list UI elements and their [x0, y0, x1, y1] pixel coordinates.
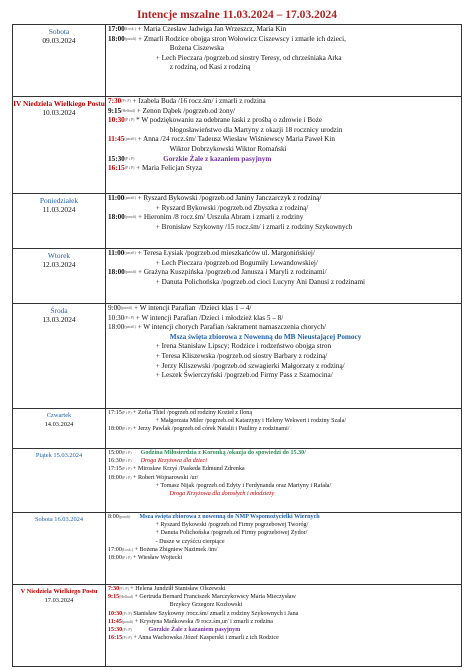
intention-line — [108, 371, 461, 381]
mass-time: 11:00 — [108, 249, 125, 257]
mass-time: 11:45 — [108, 618, 122, 625]
intention-line — [108, 135, 461, 145]
intention-text: + Ryszard Bykowski /pogrzeb.od Janiny Janczarczyk z rodziną/ — [135, 194, 322, 202]
day-row — [13, 25, 462, 97]
intention-text: Stanisław Szykowny /rocz.śm/ zmarli z rodziny Szykownych i Jana — [131, 610, 299, 617]
mass-time: 9:00 — [108, 304, 121, 312]
intention-text: Droga Krzyżowa dla dorosłych i młodzieży — [168, 491, 275, 498]
intention-line — [108, 482, 461, 490]
intention-text: + Wiesław Wojtecki — [131, 555, 183, 562]
intention-text: + Tomasz Nijak /pogrzeb.od Edyty i Ferdynanda oraz Martyny i Rafała/ — [154, 482, 332, 489]
intention-text: + Leszek Świerczyński /pogrzeb.od Firmy Pass z Szamocina/ — [154, 371, 333, 380]
day-label-cell — [13, 409, 106, 449]
day-date: 11.03.2024 — [42, 205, 76, 214]
day-row — [13, 194, 462, 249]
intention-line — [108, 164, 461, 174]
intention-text: błogosławieństwo dla Martyny z okazji 18 rocznicy urodzin — [168, 125, 343, 134]
day-label-cell — [13, 25, 106, 97]
intention-text: + Helena Jundziłł Stanisław Olszewski — [128, 586, 226, 592]
intention-line — [108, 490, 461, 498]
day-date: 09.03.2024 — [42, 36, 76, 45]
celebrant-tag: (P i P) — [121, 459, 132, 464]
intention-text: + Bożena Zbigniew Nazimek /im/ — [132, 546, 218, 553]
celebrant-tag: (parafi) — [118, 515, 131, 519]
intention-line — [108, 25, 461, 35]
intention-text: + Teresa Łysiak /pogrzeb.od mieszkańców ul. Margonińskiej/ — [135, 249, 315, 257]
intention-text: Brzykcy Grzegorz Kozłowski — [168, 602, 243, 609]
celebrant-tag: (parafi) — [124, 137, 136, 142]
day-row — [13, 585, 462, 667]
intention-line — [108, 465, 461, 473]
day-row — [13, 409, 462, 449]
mass-time: 11:45 — [108, 135, 125, 144]
celebrant-tag: (P i P) — [124, 156, 135, 161]
intention-text: + Anna /24 rocz.śm/ Tadeusz Wiesław Wiśniewscy Maria Paweł Kin — [135, 135, 335, 144]
intention-text: Msza święta zbiorowa z nowenną do NMP Wspomożycielki Wiernych — [130, 514, 320, 520]
intentions-cell — [106, 304, 462, 409]
intention-line — [108, 107, 461, 117]
intention-line — [108, 97, 461, 107]
mass-time: 17:00 — [108, 546, 122, 553]
page-title: Intencje mszalne 11.03.2024 – 17.03.2024 — [137, 9, 337, 21]
intention-text: + Danuta Polichońska /pogrzeb.od cioci Lucyny Ani Danusi z rodzinami — [154, 277, 366, 286]
day-name: Poniedziałek — [39, 196, 79, 205]
mass-time: 11:00 — [108, 194, 125, 202]
mass-time: 10:30 — [108, 313, 125, 322]
celebrant-tag: (parafi) — [124, 325, 136, 330]
mass-time: 15:30 — [108, 627, 123, 634]
intention-text: + Lech Pieczara /pogrzeb.od siostry Teresy, od chrześniaka Arka — [154, 53, 342, 62]
intention-line — [108, 417, 461, 425]
day-date: 10.03.2024 — [42, 108, 76, 117]
day-row — [13, 304, 462, 409]
intention-text: + Anna Wachowska /Józef Kasperski i zmarli z ich Rodzice — [131, 635, 279, 642]
intention-line — [108, 425, 461, 433]
day-name: IV Niedziela Wielkiego Postu — [13, 99, 105, 108]
day-row — [13, 97, 462, 194]
intention-line — [108, 304, 461, 314]
intention-text: + Teresa Kliszewska /pogrzeb.od siostry Barbary z rodziną/ — [154, 351, 328, 360]
day-date: 14.03.2024 — [44, 421, 74, 428]
intention-text: + Danuta Polichońska /pogrzeb.od Firmy pogrzebowej Zydor/ — [154, 530, 308, 537]
intention-line — [108, 268, 461, 278]
intention-text: + W intencji chorych Parafian /sakrament namaszczenia chorych/ — [135, 323, 326, 332]
mass-time: 18:00 — [108, 555, 122, 562]
intentions-cell — [106, 409, 462, 449]
celebrant-tag: (P i P) — [122, 636, 132, 641]
celebrant-tag: (P i P) — [121, 99, 131, 103]
day-name: Piątek 15.03.2024 — [35, 452, 83, 459]
mass-time: 17:15 — [108, 410, 122, 416]
mass-time: 7:30 — [108, 586, 120, 592]
celebrant-tag: (P i P) — [124, 166, 135, 171]
day-name: Wtorek — [47, 251, 71, 260]
intention-line — [108, 314, 461, 324]
day-label-cell — [13, 449, 106, 513]
intention-text: + Lech Pieczara /pogrzeb.od Bogumiły Lewandowskiej/ — [154, 258, 318, 267]
intention-line — [108, 204, 461, 214]
mass-time: 17:15 — [108, 466, 122, 473]
intention-line — [108, 634, 461, 642]
day-label-cell — [13, 513, 106, 585]
intention-line — [108, 593, 461, 601]
intention-text: + Mirosław Krzyś /Paskeda Edmund Zdrenka — [131, 466, 245, 473]
mass-time: 8:00 — [108, 514, 119, 520]
celebrant-tag: (P i P) — [122, 611, 132, 616]
mass-time: 18:00 — [108, 213, 125, 222]
mass-time: 17:00 — [108, 25, 125, 33]
day-name: Sobota 16.03.2024 — [34, 516, 84, 523]
intention-text: + W intencji Parafian /Dzieci i młodzież klas 5 – 8/ — [133, 313, 284, 322]
mass-time: 10:30 — [108, 116, 125, 125]
intention-text: + Bronisław Szykowny /15 rocz.śm/ i zmarli z rodziny Szykownych — [154, 222, 353, 231]
intention-text: z rodziną, od Kasi z rodziną — [168, 63, 251, 72]
intention-line — [108, 63, 461, 73]
celebrant-tag: (P i P) — [121, 467, 132, 472]
mass-time: 18:00 — [108, 34, 125, 43]
celebrant-tag: (P i P) — [124, 118, 135, 123]
celebrant-tag: (P i P) — [119, 587, 129, 591]
celebrant-tag: (P i P) — [121, 556, 132, 561]
intentions-cell — [106, 97, 462, 194]
celebrant-tag: (parafi) — [121, 619, 134, 624]
day-name: V Niedziela Wielkiego Postu — [20, 588, 98, 595]
intentions-cell — [106, 194, 462, 249]
mass-time: 15:30 — [108, 154, 125, 163]
intention-text: + Zofia Thiel /pogrzeb.od rodziny Kozieł z Iloną — [131, 410, 253, 416]
intention-line — [108, 44, 461, 54]
intention-line — [108, 362, 461, 372]
celebrant-tag: (Helbud) — [121, 108, 135, 113]
intention-line — [108, 546, 461, 554]
intentions-cell — [106, 25, 462, 97]
day-date: 12.03.2024 — [42, 260, 76, 269]
celebrant-tag: (P i P) — [121, 475, 132, 480]
day-label-cell — [13, 249, 106, 304]
mass-time: 18:00 — [108, 268, 125, 277]
intention-line — [108, 538, 461, 546]
intention-line — [108, 126, 461, 136]
celebrant-tag: (parafi) — [124, 196, 136, 200]
intention-line — [108, 554, 461, 562]
mass-time: 16:15 — [108, 164, 125, 173]
celebrant-tag: (P i P) — [124, 315, 134, 320]
intention-line — [108, 474, 461, 482]
intention-text: + Krystyna Mańkowska /9 rocz.śm,ur/ i zmarli z rodzina — [133, 618, 273, 625]
day-row — [13, 513, 462, 585]
intention-text: + Zenon Dąbek /pogrzeb.od żony/ — [134, 106, 236, 115]
intention-text: + Małgorzata Miler /pogrzeb.od Katarzyny i Heleny Wekwert i rodziny Szala/ — [154, 418, 347, 425]
intention-text: - Dusze w czyśćcu cierpiące — [154, 538, 225, 545]
mass-time: 16:30 — [108, 458, 122, 465]
intention-line — [108, 116, 461, 126]
day-label-cell — [13, 585, 106, 667]
intention-line — [108, 223, 461, 233]
mass-intentions-table — [12, 24, 462, 667]
intention-line — [108, 585, 461, 593]
intention-line — [108, 342, 461, 352]
intention-text: Godzina Miłosierdzia z Koronką /okazja do spowiedzi do 15.30/ — [131, 450, 306, 456]
intention-text: + Ryszard Bykowski /pogrzeb.od Firmy pogrzebowej Tworóg/ — [154, 522, 309, 529]
day-row — [13, 249, 462, 304]
mass-time: 16:15 — [108, 635, 123, 642]
celebrant-tag: (parafi) — [124, 270, 137, 275]
intention-line — [108, 529, 461, 537]
day-date: 17.03.2024 — [44, 597, 74, 604]
intention-text: Gorzkie Żale z kazaniem pasyjnym — [134, 154, 272, 163]
intentions-cell — [106, 449, 462, 513]
intention-line — [108, 278, 461, 288]
intention-text: + Ryszard Bykowski /pogrzeb.od Zbyszka z rodziną/ — [154, 203, 309, 212]
celebrant-tag: (parafi) — [124, 36, 137, 41]
intention-line — [108, 521, 461, 529]
intentions-cell — [106, 585, 462, 667]
mass-time: 15:00 — [108, 450, 122, 456]
celebrant-tag: (Łosk.) — [121, 547, 133, 552]
intention-text: + Maria Felicjan Styza — [134, 164, 202, 173]
intention-line — [108, 610, 461, 618]
intentions-cell — [106, 513, 462, 585]
day-name: Środa — [50, 306, 68, 315]
intention-line — [108, 323, 461, 333]
intention-line — [108, 145, 461, 155]
day-name: Czwartek — [46, 412, 72, 419]
intention-text: + Jerzy Pawlak /pogrzeb.od córek Natalii i Pauliny z rodzinami/ — [131, 426, 290, 433]
day-label-cell — [13, 304, 106, 409]
mass-time: 7:30 — [108, 97, 122, 105]
celebrant-tag: (Łosk.) — [124, 27, 136, 31]
intention-line — [108, 601, 461, 609]
mass-time: 10:30 — [108, 610, 123, 617]
intention-text: Bożena Ciszewska — [168, 44, 224, 53]
intention-text: + Hieronim /8 rocz.śm/ Urszula Abram i zmarli z rodziny — [136, 213, 304, 222]
intention-text: + Izabela Buda /16 rocz.śm/ i zmarli z rodzina — [130, 97, 266, 105]
celebrant-tag: (Helbud) — [119, 595, 133, 600]
intention-text: + Maria Czesław Jadwiga Jan Wrzeszcz, Maria Kin — [135, 25, 287, 33]
mass-time: 18:00 — [108, 426, 122, 433]
intention-text: + Jerzy Kliszewski /pogrzeb.od szwagierki Małgorzaty z rodziną/ — [154, 361, 345, 370]
celebrant-tag: (P i P) — [122, 628, 132, 633]
day-date: 13.03.2024 — [42, 315, 76, 324]
intention-text: + Zmarli Rodzice obojga stron Wołowicz Ciszewscy i zmarłe ich dzieci, — [136, 34, 346, 43]
intention-line — [108, 409, 461, 417]
intention-line — [108, 54, 461, 64]
intention-text: + Robert Wojnarowski /ur/ — [131, 474, 199, 481]
intention-text: Gorzkie Żale z kazaniem pasyjnym — [131, 627, 241, 634]
intention-line — [108, 449, 461, 457]
intention-text: Wiktor Dobrzykowski Wiktor Romański — [168, 144, 287, 153]
mass-time: 9:15 — [108, 106, 122, 115]
intention-text: + Irena Stanisław Lipscy; Rodzice i rodzeństwo obojga stron — [154, 342, 332, 351]
intention-line — [108, 249, 461, 259]
intentions-cell — [106, 249, 462, 304]
intention-text: * W podziękowaniu za odebrane łaski z prośbą o zdrowie i Boże — [134, 116, 323, 125]
intention-line — [108, 333, 461, 343]
mass-time: 9:15 — [108, 594, 120, 601]
intention-text: + Gertruda Bernard Franciszek Marczykowscy Maria Mieczysław — [132, 594, 296, 601]
day-row — [13, 449, 462, 513]
intention-text: + Grażyna Kuszpińska /pogrzeb.od Janusza i Maryli z rodzinami/ — [136, 268, 327, 277]
celebrant-tag: (parafi) — [120, 306, 133, 310]
mass-time: 18:00 — [108, 323, 125, 332]
intention-line — [108, 155, 461, 165]
celebrant-tag: (P i P) — [121, 411, 132, 415]
intention-text: Droga Krzyżowa dla dzieci — [131, 458, 207, 465]
celebrant-tag: (parafi) — [124, 215, 137, 220]
celebrant-tag: (P i P) — [121, 427, 132, 432]
intention-line — [108, 457, 461, 465]
intention-line — [108, 213, 461, 223]
intention-line — [108, 194, 461, 204]
intention-line — [108, 352, 461, 362]
mass-time: 18:00 — [108, 474, 122, 481]
day-label-cell — [13, 97, 106, 194]
day-name: Sobota — [48, 27, 70, 36]
intention-line — [108, 259, 461, 269]
celebrant-tag: (P i P) — [121, 451, 132, 455]
intention-line — [108, 513, 461, 521]
intention-text: Msza święta zbiorowa z Nowenną do MB Nieustającej Pomocy — [168, 332, 362, 341]
celebrant-tag: (parafi) — [124, 251, 136, 255]
intention-text: + W intencji Parafian /Dzieci klas 1 – 4/ — [132, 304, 252, 312]
intention-line — [108, 626, 461, 634]
day-label-cell — [13, 194, 106, 249]
intention-line — [108, 618, 461, 626]
intention-line — [108, 35, 461, 45]
